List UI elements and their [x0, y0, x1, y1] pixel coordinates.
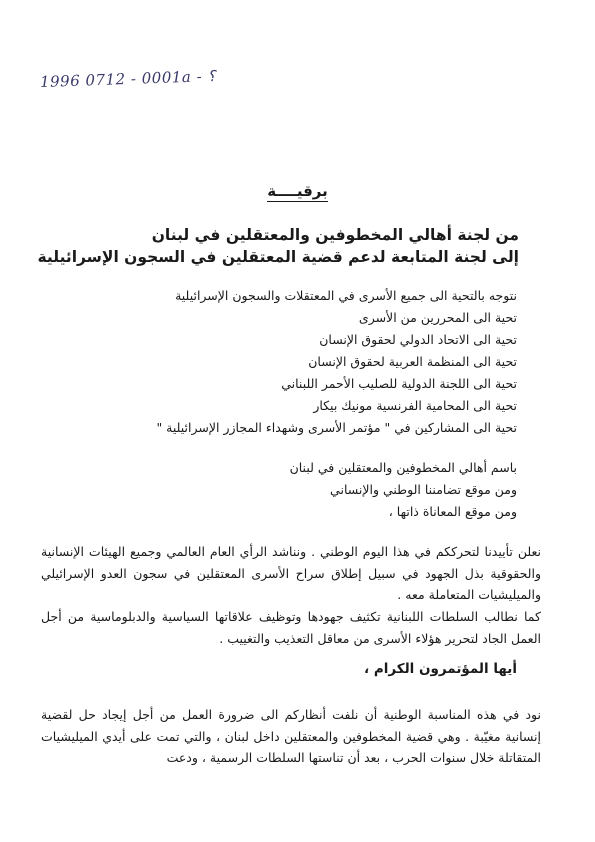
greeting-line: تحية الى المشاركين في " مؤتمر الأسرى وشهداء المجازر الإسرائيلية " — [156, 420, 517, 435]
greeting-line: تحية الى المحامية الفرنسية مونيك بيكار — [313, 398, 517, 413]
paragraph-support: نعلن تأييدنا لتحرككم في هذا اليوم الوطني . ونناشد الرأي العام العالمي وجميع الهيئات الإنسانية والحقوقية بذل الجهود في سبيل إطلاق سراح الأسرى المعتقلين في سجون العدو الإسرائيلي والميليشيات المتعاملة معه . — [41, 544, 541, 602]
signature-line: باسم أهالي المخطوفين والمعتقلين في لبنان — [289, 460, 517, 475]
to-line: إلى لجنة المتابعة لدعم قضية المعتقلين في السجون الإسرائيلية — [37, 248, 519, 266]
greeting-line: تحية الى اللجنة الدولية للصليب الأحمر اللبناني — [281, 376, 517, 391]
paragraph-appeal: نود في هذه المناسبة الوطنية أن نلفت أنظاركم الى ضرورة العمل من أجل إيجاد حل لقضية إنسانية مغيّبة . وهي قضية المخطوفين والمعتقلين داخل لبنان ، والتي تمت على أيدي الميليشيات المتقاتلة خلال سنوات الحرب ، بعد أن تناستها السلطات الرسمية ، ودعت — [41, 707, 541, 765]
greeting-line: تحية الى المنظمة العربية لحقوق الإنسان — [308, 354, 517, 369]
greeting-line: تحية الى الاتحاد الدولي لحقوق الإنسان — [319, 332, 517, 347]
signature-line: ومن موقع تضامننا الوطني والإنساني — [330, 482, 517, 497]
from-line: من لجنة أهالي المخطوفين والمعتقلين في لبنان — [151, 226, 519, 244]
paragraph-demand: كما نطالب السلطات اللبنانية تكثيف جهودها وتوظيف علاقاتها السياسية والدبلوماسية من أجل العمل الجاد لتحرير هؤلاء الأسرى من معاقل التعذيب والتغييب . — [41, 609, 541, 646]
address-line: أيها المؤتمرون الكرام ، — [363, 661, 517, 677]
greeting-line: تحية الى المحررين من الأسرى — [358, 310, 517, 325]
document-title — [0, 182, 595, 200]
handwritten-reference: 1996 0712 - 0001a - ؟ — [39, 66, 216, 92]
greeting-line: نتوجه بالتحية الى جميع الأسرى في المعتقلات والسجون الإسرائيلية — [175, 288, 517, 303]
signature-line: ومن موقع المعاناة ذاتها ، — [388, 504, 517, 519]
title-text: برقيــــة — [267, 182, 328, 200]
